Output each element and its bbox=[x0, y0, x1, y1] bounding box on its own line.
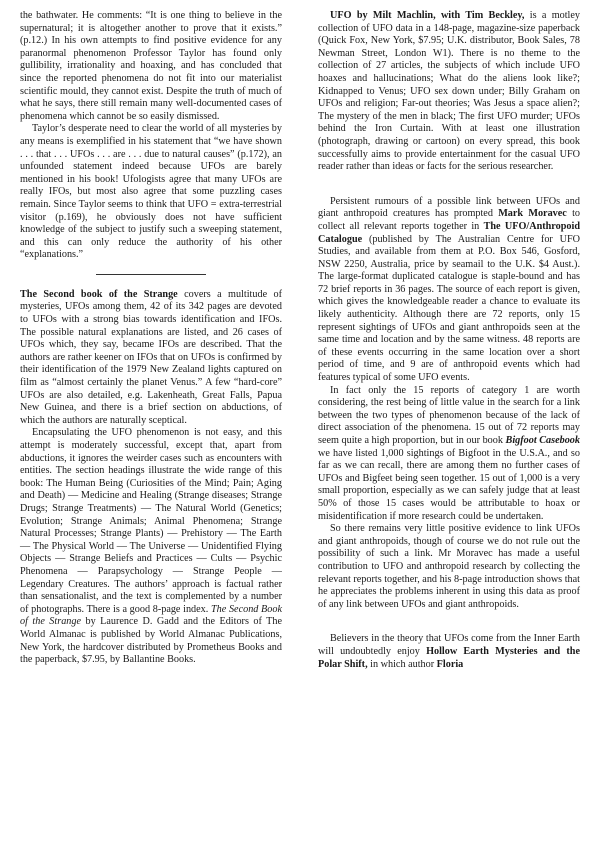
author-name: Floria bbox=[436, 658, 464, 670]
review-paragraph: Encapsulating the UFO phenomenon is not easy, and this attempt is moderately successful, except that, apart from abductions, it ignores the weirder cases such as encounters with entities. The section headings illustrate the wide range of this book: The Human Being (Curiosities of the Mind; Pain; Aging and Death) — Medicine and Healing (Strange diseases; Strange Drugs; Strange Treatments) — The Natural World (Genetics; Evolution; Strange Animals; Animal Phenomena; Strange Natural Processes; Strange Plants) — Prehistory — The Earth — The Physical World — The Universe — Unidentified Flying Objects — Strange Beliefs and Practices — Cults — Psychic Phenomena — Parapsychology — Strange People — Legendary Creatures. The authors’ approach is factual rather than sensationalist, and the text is complemented by a number of photographs. There is a good 8-page index. The Second Book of the Strange by Laurence D. Gadd and the Editors of The World Almanac is published by World Almanac Publications, New York, the hardcover distributed by Prometheus Books and the paperback, $7.95, by Ballantine Books. bbox=[20, 427, 282, 666]
book-title: The Second Book of the Strange bbox=[20, 603, 282, 628]
section-divider bbox=[96, 274, 206, 275]
review-paragraph: Believers in the theory that UFOs come from the Inner Earth will undoubtedly enjoy Hollow Earth Mysteries and the Polar Shift, in which author Floria bbox=[318, 633, 580, 670]
review-paragraph: Taylor’s desperate need to clear the world of all mysteries by any means is exemplified in his statement that “we have shown . . . that . . . UFOs . . . are . . . due to natural causes” (p.172), an unfounded statement indeed because UFOs are barely mentioned in his book! Ufologists agree that many UFOs are really IFOs, but most also agree that some puzzling cases remain. Since Taylor seems to think that UFO = extra-terrestrial visitor (p.169), he obviously does not have sufficient knowledge of the subject to justify such a sweeping statement, and this can only reduce the authority of his other “explanations.” bbox=[20, 123, 282, 261]
book-title: Hollow Earth Mysteries and the Polar Shift, bbox=[318, 645, 580, 670]
review-paragraph: The Second book of the Strange covers a multitude of mysteries, UFOs among them, 42 of its 342 pages are devoted to UFOs with a strong bias towards identification and IFOs. The possible natural explanations are listed, and 26 cases of UFOs which, they say, became IFOs are described. That the authors are rather keener on IFOs that on UFOs is confirmed by their identification of the 1979 New Zealand lights captured on film as “almost certainly the planet Venus.” A few “hard-core” UFOs are also detailed, e.g. Lakenheath, Great Falls, Papua New Guinea, and there is a brief section on abductions, of which the authors are naturally sceptical. bbox=[20, 288, 282, 426]
review-paragraph: So there remains very little positive evidence to link UFOs and giant anthropoids, though of course we do not rule out the possibility of such a link. Mr Moravec has made a useful contribution to UFO and anthropoid research by collecting the relevant reports together, and his 8-page introduction shows that he appreciates the problems inherent in using this data as proof of any link between UFOs and giant anthropoids. bbox=[318, 523, 580, 610]
author-name: Milt Machlin, bbox=[372, 10, 436, 21]
review-paragraph: Persistent rumours of a possible link between UFOs and giant anthropoid creatures has prompted Mark Moravec to collect all relevant reports together in The UFO/Anthropoid Catalogue (published by The Australian Centre for UFO Studies, and available from them at P.O. Box 546, Gosford, NSW 2250, Australia, price by seamail to the U.K. $4 Aust.). The large-format duplicated catalogue is staple-bound and has 72 brief reports in 36 pages. The source of each report is given, which gives the knowledgeable reader a chance to evaluate its likely authenticity. Although there are 72 reports, only 15 represent sightings of UFOs and giant anthropoids seen at the same time and location and by the same witness. 48 reports are of these events occurring in the same location over a short period of time, and 9 are of anthropoid events which had features typical of some UFO events. bbox=[318, 195, 580, 384]
review-paragraph: In fact only the 15 reports of category 1 are worth considering, the rest being of little value in the search for a link between the two types of phenomenon because of the lack of direct association of the phenomena. 15 out of 72 reports may seem quite a high proportion, but in our book Bigfoot Casebook we have listed 1,000 sightings of Bigfoot in the U.S.A., and so far as we can recall, there are among them no further cases of UFOs and Bigfeet being seen together. 15 out of 1,000 is a very small proportion, especially as we can safely judge that at least 50% of those 15 cases would be attributable to hoax or misidentification if more research could be undertaken. bbox=[318, 384, 580, 522]
book-title: The UFO/Anthropoid Catalogue bbox=[318, 220, 580, 245]
author-name: Tim Beckley, bbox=[465, 10, 525, 21]
left-column bbox=[20, 10, 282, 667]
review-paragraph: UFO by Milt Machlin, with Tim Beckley, is a motley collection of UFO data in a 148-page, magazine-size paperback (Quick Fox, New York, $7.95; U.K. distributor, Book Sales, 78 Newman Street, London W1). There is no theme to the collection of 27 articles, the subjects of which include UFO hoaxes and hallucinations; What do the aliens look like?; Kidnapped to Venus; UFO sex down under; Billy Graham on UFOs and religion; Far-out theories; Was Jesus a space alien?; The mystery of the men in black; The first UFO murder; UFOs behind the Iron Curtain. With at least one illustration (photograph, drawing or cartoon) on every spread, this book successfully aims to provide entertainment for the casual UFO reader rather than ideas or facts for the serious researcher. bbox=[318, 10, 580, 173]
right-column bbox=[318, 10, 580, 671]
book-title: UFO bbox=[330, 10, 352, 21]
book-title: Bigfoot Casebook bbox=[505, 435, 580, 446]
review-paragraph: the bathwater. He comments: “It is one thing to believe in the supernatural; it is altogether another to prove that it exists.” (p.12.) In his own attempts to find positive evidence for any paranormal phenomenon Professor Taylor has found only gullibility, irrationality and hoaxing, and has concluded that since the reported phenomena do not fit into our materialist scientific mould, they cannot exist. Despite the truth of much of what he says, there still remain many well-documented cases of phenomena which cannot be so easily dismissed. bbox=[20, 10, 282, 122]
author-name: Mark Moravec bbox=[498, 208, 567, 220]
book-title: The Second book of the Strange bbox=[20, 288, 178, 300]
